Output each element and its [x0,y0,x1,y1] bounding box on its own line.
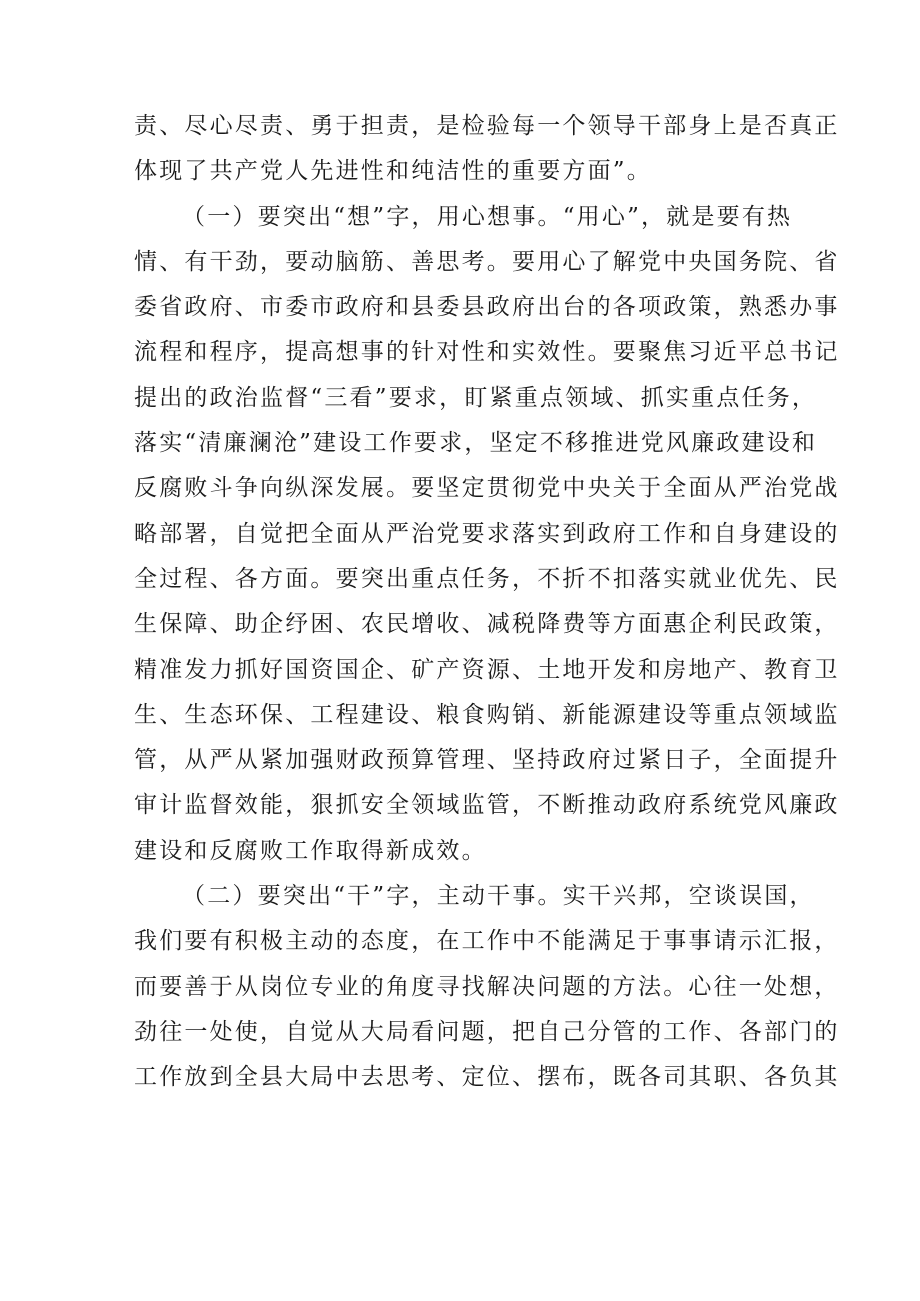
text-line: 工作放到全县大局中去思考、定位、摆布，既各司其职、各负其 [134,1064,840,1091]
text-line: 精准发力抓好国资国企、矿产资源、土地开发和房地产、教育卫 [134,656,840,683]
text-line: 管，从严从紧加强财政预算管理、坚持政府过紧日子，全面提升 [134,747,840,774]
text-line: 生、生态环保、工程建设、粮食购销、新能源建设等重点领域监 [134,701,840,728]
text-line: 体现了共产党人先进性和纯洁性的重要方面”。 [134,158,652,185]
text-line: 责、尽心尽责、勇于担责，是检验每一个领导干部身上是否真正 [134,113,840,139]
text-line: 我们要有积极主动的态度，在工作中不能满足于事事请示汇报， [134,928,840,955]
text-line: 略部署，自觉把全面从严治党要求落实到政府工作和自身建设的 [134,520,840,547]
text-line: 提出的政治监督“三看”要求，盯紧重点领域、抓实重点任务， [134,384,818,411]
text-line: 生保障、助企纾困、农民增收、减税降费等方面惠企利民政策， [134,611,840,638]
text-line: （一）要突出“想”字，用心想事。“用心”，就是要有热 [182,203,793,230]
text-line: （二）要突出“干”字，主动干事。实干兴邦，空谈误国， [182,883,815,910]
text-line: 落实“清廉澜沧”建设工作要求，坚定不移推进党风廉政建设和 [134,430,818,457]
text-line: 而要善于从岗位专业的角度寻找解决问题的方法。心往一处想， [134,973,840,1000]
text-line: 建设和反腐败工作取得新成效。 [134,837,487,864]
text-line: 流程和程序，提高想事的针对性和实效性。要聚焦习近平总书记 [134,339,840,366]
text-line: 全过程、各方面。要突出重点任务，不折不扣落实就业优先、民 [134,565,840,592]
text-line: 委省政府、市委市政府和县委县政府出台的各项政策，熟悉办事 [134,294,840,321]
text-line: 审计监督效能，狠抓安全领域监管，不断推动政府系统党风廉政 [134,792,840,819]
document-body [134,104,840,1101]
text-line: 劲往一处使，自觉从大局看问题，把自己分管的工作、各部门的 [134,1018,840,1045]
text-line: 情、有干劲，要动脑筋、善思考。要用心了解党中央国务院、省 [134,248,840,275]
text-line: 反腐败斗争向纵深发展。要坚定贯彻党中央关于全面从严治党战 [134,475,840,502]
